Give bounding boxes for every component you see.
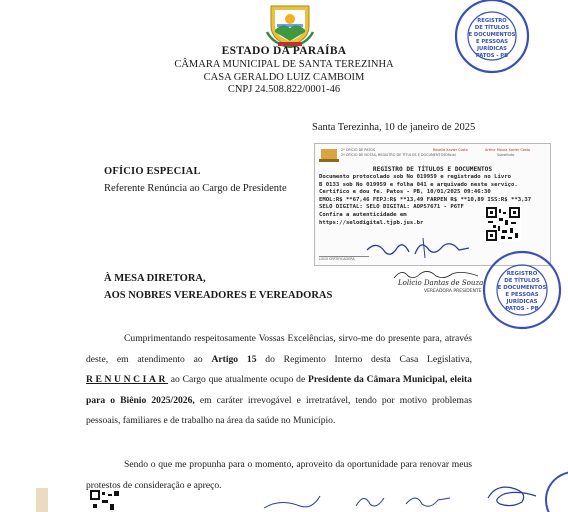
bottom-qr-fragment [90,490,120,512]
cert-office-small: 2º OFÍCIO DE PATOS [341,148,376,152]
header-chamber: CÂMARA MUNICIPAL DE SANTA TEREZINHA [174,59,394,70]
header-house: CASA GERALDO LUIZ CAMBOIM [203,72,365,83]
signatory-name: Lolicio Dantas de Souza [398,279,484,287]
cert-signature-box: LOGO CERTIFICADORA [319,256,369,261]
oficio-reference: Referente Renúncia ao Cargo de Presidente [104,183,287,194]
bottom-flourish-signature [482,478,542,512]
svg-text:E PESSOAS: E PESSOAS [476,39,508,45]
notary-seal-top [452,0,532,80]
svg-text:DE TÍTULOS: DE TÍTULOS [474,25,510,31]
oficio-title: OFÍCIO ESPECIAL [104,166,201,177]
cert-line: Confira a autenticidade em [319,211,407,218]
registry-logo-icon [319,147,339,163]
svg-text:PATOS - PB: PATOS - PB [475,53,509,59]
cert-line: B 0133 sob No 019959 e folha 041 e arquivado neste serviço. [319,181,518,188]
header-state: ESTADO DA PARAÍBA [221,45,347,57]
svg-text:JURÍDICAS: JURÍDICAS [477,46,507,52]
body-text-bold: Presidente da Câmara Municipal, eleita para o Biênio 2025/2026, [86,374,472,406]
svg-text:E DOCUMENTOS: E DOCUMENTOS [497,285,547,291]
notary-seal-lower [476,250,568,330]
svg-text:JURÍDICAS: JURÍDICAS [506,299,538,305]
body-text: Sendo o que me propunha para o momento, aproveito da oportunidade para renovar meus protestos de consideração e apreço. [86,459,472,491]
registry-certificate [314,143,551,266]
signatory-role: VEREADORA PRESIDENTE [424,289,482,294]
cert-qr-code [485,206,521,242]
cert-signature [363,234,473,260]
body-text: do Regimento Interno desta Casa Legislativa, [256,353,473,365]
svg-text:PATOS - PB: PATOS - PB [505,306,539,312]
body-text: em caráter irrevogável e irretratável, tendo por motivo problemas pessoais, familiares e de trabalho na área da saúde no Município. [86,394,472,426]
date-line: Santa Terezinha, 10 de janeiro de 2025 [312,122,476,133]
cert-line: SELO DIGITAL: SELO DIGITAL: AOP57671 - P6TF [319,204,464,211]
svg-text:E PESSOAS: E PESSOAS [505,292,539,298]
cert-name-2: Arthur Moura Xavier Costa [485,148,531,152]
recipient-line-1: À MESA DIRETORA, [104,273,206,284]
bottom-seal-fragment [540,470,568,512]
body-text-renunciar: RENUNCIAR [86,374,169,385]
cert-line: https://selodigital.tjpb.jus.br [319,219,424,226]
cert-office-small-2: 2º OFÍCIO DE NOTAS, REGISTRO DE TÍTULOS E DOCUMENTOS [341,153,446,157]
cert-line: EMOL:R$ **67,46 FEPJ:R$ **13,49 FARPEN R$ **10,89 ISS:R$ **3,37 [319,196,532,203]
body-text: ao Cargo que atualmente ocupo de [168,374,308,385]
cert-title: REGISTRO DE TÍTULOS E DOCUMENTOS [372,166,493,173]
recipient-line-2: AOS NOBRES VEREADORES E VEREADORAS [104,290,333,301]
svg-text:E DOCUMENTOS: E DOCUMENTOS [468,32,516,38]
cert-line: Documento protocolado sob No 019959 e registrado no Livro [319,174,511,180]
body-text-bold: Artigo 15 [211,353,257,365]
cert-role-1: Oficial [445,153,456,157]
cert-lines [319,174,532,227]
header-cnpj: CNPJ 24.508.822/0001-46 [227,84,341,95]
svg-text:REGISTRO: REGISTRO [477,18,507,24]
bottom-stamp-fragment [36,488,48,512]
cert-name-1: Roselia Xavier Costa [433,148,468,152]
cert-line: Certifico e dou fe. Patos - PB, 10/01/2025 09:46:30 [319,189,491,196]
svg-text:DE TÍTULOS: DE TÍTULOS [504,278,540,284]
bottom-signatures [260,488,480,512]
municipal-crest-logo [265,2,315,48]
svg-text:REGISTRO: REGISTRO [506,271,538,277]
body-paragraph-1 [86,329,472,432]
cert-role-2: Substituto [497,153,515,157]
body-text: Cumprimentando respeitosamente Vossas Excelências, sirvo-me do presente para, através deste, em atendimento ao [86,333,472,365]
